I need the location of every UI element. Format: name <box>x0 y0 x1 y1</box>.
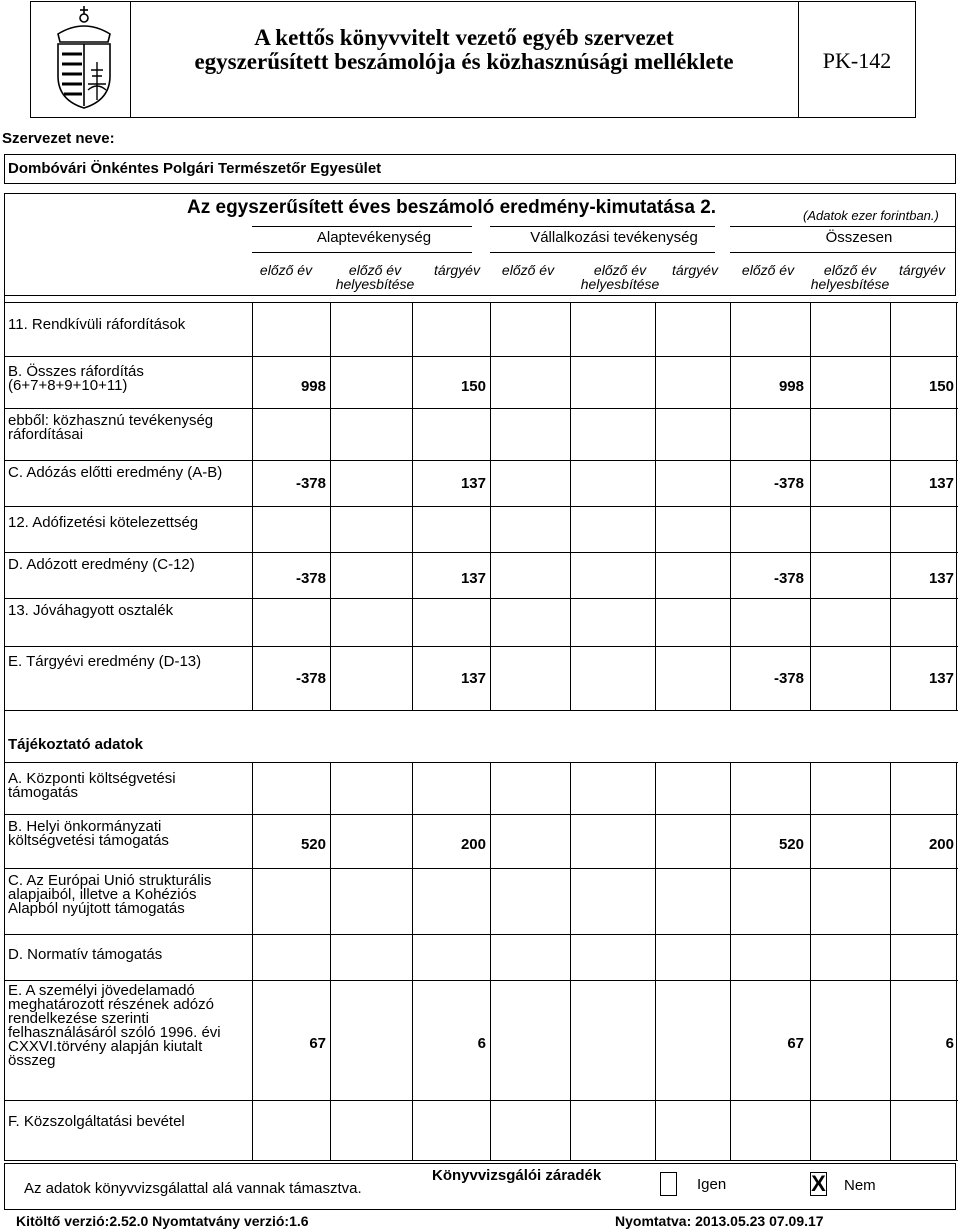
cell-divider <box>730 868 731 934</box>
units-note: (Adatok ezer forintban.) <box>803 208 939 223</box>
row-divider <box>4 646 958 647</box>
row-label: D. Adózott eredmény (C-12) <box>8 556 195 573</box>
row-label: 12. Adófizetési kötelezettség <box>8 514 199 531</box>
cell-divider <box>570 762 571 814</box>
cell-value: -378 <box>773 475 804 492</box>
cell-divider <box>730 598 731 646</box>
cell-value: 137 <box>928 475 954 492</box>
row-label: E. Tárgyévi eredmény (D-13) <box>8 653 202 670</box>
cell-value: 998 <box>778 378 804 395</box>
cell-divider <box>655 814 656 868</box>
cell-divider <box>570 646 571 710</box>
cell-divider <box>655 408 656 460</box>
audit-no-mark: X <box>811 1171 826 1196</box>
cell-divider <box>956 552 957 598</box>
column-header-line <box>252 252 472 253</box>
cell-divider <box>655 980 656 1100</box>
cell-value: 520 <box>778 836 804 853</box>
cell-value: 150 <box>928 378 954 395</box>
cell-divider <box>810 814 811 868</box>
cell-divider <box>252 934 253 980</box>
column-header: előző év <box>259 262 313 278</box>
cell-divider <box>655 552 656 598</box>
cell-divider <box>490 646 491 710</box>
cell-divider <box>490 356 491 408</box>
cell-value: 67 <box>309 1035 326 1052</box>
row-divider <box>4 710 958 711</box>
cell-divider <box>956 598 957 646</box>
footer-versions: Kitöltő verzió:2.52.0 Nyomtatvány verzió:1.6 <box>16 1213 309 1229</box>
cell-divider <box>490 598 491 646</box>
group-header-line <box>490 226 715 227</box>
cell-divider <box>252 408 253 460</box>
cell-divider <box>655 762 656 814</box>
cell-divider <box>956 762 957 814</box>
row-divider <box>4 506 958 507</box>
cell-divider <box>490 552 491 598</box>
row-divider <box>4 356 958 357</box>
cell-divider <box>490 868 491 934</box>
cell-divider <box>730 1100 731 1160</box>
cell-value: -378 <box>773 570 804 587</box>
column-header: előző év <box>741 262 795 278</box>
cell-divider <box>890 1100 891 1160</box>
cell-divider <box>330 302 331 356</box>
cell-divider <box>412 598 413 646</box>
footer-printed: Nyomtatva: 2013.05.23 07.09.17 <box>615 1213 824 1229</box>
row-label: 13. Jóváhagyott osztalék <box>8 602 174 619</box>
cell-divider <box>490 302 491 356</box>
cell-divider <box>330 598 331 646</box>
cell-divider <box>490 934 491 980</box>
row-divider <box>4 1160 958 1161</box>
cell-divider <box>570 814 571 868</box>
cell-value: 200 <box>928 836 954 853</box>
cell-divider <box>810 460 811 506</box>
cell-divider <box>956 506 957 552</box>
org-name-label: Szervezet neve: <box>2 130 115 147</box>
column-header: előző év <box>501 262 555 278</box>
cell-divider <box>330 356 331 408</box>
cell-divider <box>490 460 491 506</box>
column-header: tárgyév <box>434 262 480 278</box>
info-heading: Tájékoztató adatok <box>8 736 144 753</box>
cell-divider <box>412 762 413 814</box>
cell-divider <box>956 408 957 460</box>
cell-divider <box>730 506 731 552</box>
cell-divider <box>956 302 957 356</box>
row-divider <box>4 934 958 935</box>
cell-divider <box>570 460 571 506</box>
cell-divider <box>810 302 811 356</box>
cell-divider <box>330 1100 331 1160</box>
cell-divider <box>252 598 253 646</box>
form-title-line1: A kettős könyvvitelt vezető egyéb szervezet <box>254 25 674 50</box>
cell-divider <box>412 408 413 460</box>
row-divider <box>4 598 958 599</box>
row-divider <box>4 980 958 981</box>
cell-divider <box>490 762 491 814</box>
row-label: 11. Rendkívüli ráfordítások <box>8 316 186 333</box>
cell-divider <box>330 934 331 980</box>
row-divider <box>4 868 958 869</box>
cell-divider <box>330 762 331 814</box>
cell-divider <box>570 980 571 1100</box>
cell-divider <box>730 408 731 460</box>
cell-divider <box>810 980 811 1100</box>
table-left-border <box>4 296 5 1160</box>
cell-divider <box>412 506 413 552</box>
cell-value: 137 <box>460 670 486 687</box>
audit-title: Könyvvizsgálói záradék <box>432 1167 602 1184</box>
cell-divider <box>330 552 331 598</box>
cell-divider <box>810 1100 811 1160</box>
audit-statement: Az adatok könyvvizsgálattal alá vannak támasztva. <box>24 1180 362 1197</box>
cell-divider <box>412 302 413 356</box>
cell-divider <box>810 868 811 934</box>
cell-divider <box>330 980 331 1100</box>
cell-value: 137 <box>928 670 954 687</box>
cell-value: 150 <box>460 378 486 395</box>
column-header-line <box>490 252 715 253</box>
cell-divider <box>252 762 253 814</box>
cell-divider <box>655 506 656 552</box>
cell-value: 200 <box>460 836 486 853</box>
audit-yes-label: Igen <box>697 1176 727 1193</box>
cell-divider <box>490 1100 491 1160</box>
cell-divider <box>570 302 571 356</box>
cell-divider <box>890 934 891 980</box>
cell-divider <box>330 814 331 868</box>
cell-divider <box>890 302 891 356</box>
cell-divider <box>810 934 811 980</box>
cell-divider <box>330 460 331 506</box>
table-title: Az egyszerűsített éves beszámoló eredmény-kimutatása 2. <box>187 197 717 218</box>
row-divider <box>4 1100 958 1101</box>
column-header: előző év helyesbítése <box>335 262 415 292</box>
cell-divider <box>810 762 811 814</box>
cell-divider <box>412 1100 413 1160</box>
form-title-line2: egyszerűsített beszámolója és közhasznúsági melléklete <box>194 49 734 74</box>
cell-value: 998 <box>300 378 326 395</box>
cell-divider <box>890 506 891 552</box>
cell-divider <box>956 934 957 980</box>
cell-value: -378 <box>295 670 326 687</box>
cell-divider <box>655 1100 656 1160</box>
cell-divider <box>655 598 656 646</box>
cell-divider <box>890 762 891 814</box>
cell-divider <box>810 552 811 598</box>
cell-divider <box>890 408 891 460</box>
row-label: E. A személyi jövedelamadó meghatározott részének adózó rendelkezése szerinti felhasználásáról szóló 1996. évi CXXVI.törvény alapján kiutalt összeg <box>8 982 221 1069</box>
cell-divider <box>730 302 731 356</box>
cell-divider <box>412 934 413 980</box>
cell-divider <box>810 598 811 646</box>
cell-divider <box>956 868 957 934</box>
cell-value: 67 <box>787 1035 804 1052</box>
column-header-line <box>730 252 956 253</box>
cell-divider <box>890 598 891 646</box>
cell-divider <box>252 1100 253 1160</box>
row-label: ebből: közhasznú tevékenység ráfordításai <box>8 412 214 443</box>
cell-divider <box>570 598 571 646</box>
cell-divider <box>655 934 656 980</box>
cell-divider <box>956 814 957 868</box>
row-label: D. Normatív támogatás <box>8 946 163 963</box>
cell-value: 520 <box>300 836 326 853</box>
row-divider <box>4 408 958 409</box>
cell-divider <box>412 868 413 934</box>
row-divider <box>4 814 958 815</box>
column-header: tárgyév <box>899 262 945 278</box>
row-label: B. Helyi önkormányzati költségvetési támogatás <box>8 818 169 849</box>
group-header-line <box>730 226 956 227</box>
cell-divider <box>810 506 811 552</box>
cell-divider <box>330 506 331 552</box>
column-header: előző év helyesbítése <box>580 262 660 292</box>
cell-divider <box>730 762 731 814</box>
cell-divider <box>655 302 656 356</box>
group-header-vallalkozasi: Vállalkozási tevékenység <box>530 229 698 246</box>
cell-value: 6 <box>945 1035 954 1052</box>
cell-divider <box>330 408 331 460</box>
cell-divider <box>252 868 253 934</box>
cell-divider <box>570 868 571 934</box>
row-divider <box>4 552 958 553</box>
group-header-line <box>252 226 472 227</box>
cell-divider <box>570 934 571 980</box>
cell-divider <box>252 302 253 356</box>
cell-value: 137 <box>460 475 486 492</box>
cell-divider <box>956 980 957 1100</box>
cell-divider <box>252 506 253 552</box>
row-divider <box>4 460 958 461</box>
form-code: PK-142 <box>822 48 892 73</box>
cell-value: -378 <box>295 475 326 492</box>
row-label: C. Az Európai Unió strukturális alapjaiból, illetve a Kohéziós Alapból nyújtott támogatás <box>8 872 212 917</box>
group-header-osszesen: Összesen <box>825 229 893 246</box>
cell-value: -378 <box>773 670 804 687</box>
audit-no-label: Nem <box>844 1177 876 1194</box>
cell-divider <box>570 1100 571 1160</box>
row-label: F. Közszolgáltatási bevétel <box>8 1113 185 1130</box>
cell-divider <box>890 868 891 934</box>
cell-divider <box>730 934 731 980</box>
cell-value: 137 <box>460 570 486 587</box>
cell-divider <box>570 408 571 460</box>
cell-divider <box>330 868 331 934</box>
cell-divider <box>655 356 656 408</box>
org-name-value: Dombóvári Önkéntes Polgári Természetőr Egyesület <box>8 160 382 177</box>
hungarian-coat-of-arms-icon <box>48 4 120 112</box>
cell-divider <box>956 1100 957 1160</box>
cell-divider <box>490 980 491 1100</box>
row-label: C. Adózás előtti eredmény (A-B) <box>8 464 223 481</box>
column-header: előző év helyesbítése <box>810 262 890 292</box>
cell-divider <box>655 646 656 710</box>
cell-divider <box>490 408 491 460</box>
row-divider <box>4 762 958 763</box>
cell-divider <box>570 552 571 598</box>
cell-value: 6 <box>477 1035 486 1052</box>
cell-divider <box>956 356 957 408</box>
row-label: A. Központi költségvetési támogatás <box>8 770 176 801</box>
cell-divider <box>655 460 656 506</box>
cell-divider <box>330 646 331 710</box>
audit-yes-checkbox[interactable] <box>660 1172 677 1196</box>
cell-value: -378 <box>295 570 326 587</box>
cell-divider <box>655 868 656 934</box>
group-header-alap: Alaptevékenység <box>316 229 432 246</box>
cell-divider <box>810 356 811 408</box>
cell-divider <box>490 506 491 552</box>
form-title <box>130 26 798 74</box>
cell-divider <box>810 408 811 460</box>
cell-divider <box>956 460 957 506</box>
cell-divider <box>956 646 957 710</box>
cell-divider <box>810 646 811 710</box>
cell-divider <box>570 356 571 408</box>
column-header: tárgyév <box>672 262 718 278</box>
row-label: B. Összes ráfordítás (6+7+8+9+10+11) <box>8 363 144 394</box>
cell-divider <box>490 814 491 868</box>
cell-value: 137 <box>928 570 954 587</box>
row-divider <box>4 302 958 303</box>
cell-divider <box>570 506 571 552</box>
